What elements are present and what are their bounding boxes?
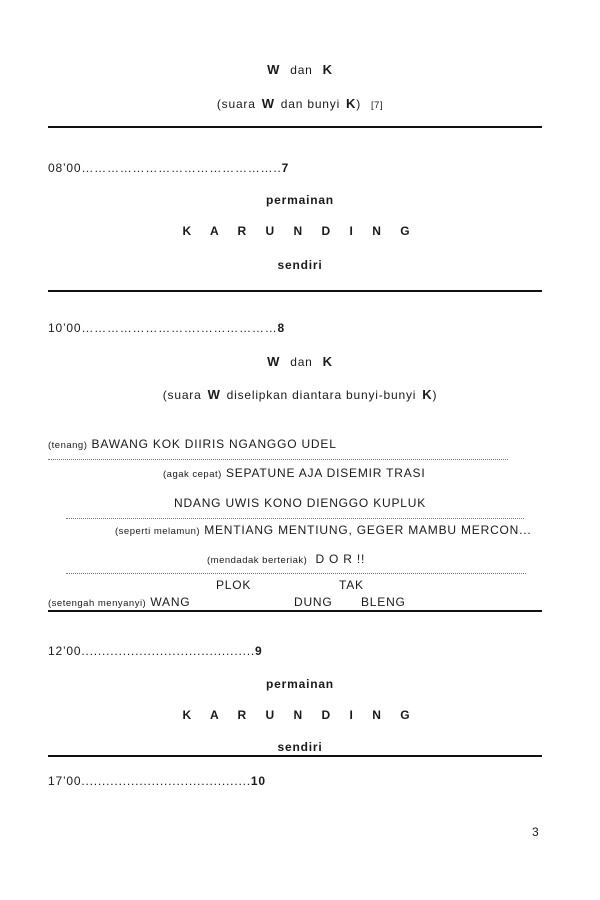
time-entry-3-time: 12’00..........................................: [48, 644, 255, 658]
stage-direction: (agak cepat): [163, 469, 222, 480]
subtitle2-w: W: [207, 387, 221, 402]
time-entry-4-num: 10: [250, 774, 266, 788]
subtitle2-k: K: [422, 387, 433, 402]
stage-direction: (setengah menyanyi): [48, 598, 147, 609]
lyric-line-5: [207, 552, 365, 566]
heading-dan: dan: [290, 63, 313, 77]
time-entry-4: [48, 774, 266, 788]
subtitle2-mid: diselipkan diantara bunyi-bunyi: [226, 388, 417, 402]
lyric-line-6: [48, 595, 190, 609]
time-entry-1: [48, 161, 289, 175]
heading-subtitle: [0, 96, 600, 111]
sound-tak: TAK: [339, 578, 364, 592]
lyric-text: SEPATUNE AJA DISEMIR TRASI: [225, 466, 426, 480]
dotted-line: [66, 518, 524, 519]
time-entry-4-time: 17’00.........................................: [48, 774, 251, 788]
subtitle-close: ): [356, 97, 362, 111]
sound-wang: WANG: [150, 595, 191, 609]
heading2-subtitle: [0, 387, 600, 402]
heading2-k: K: [322, 354, 333, 369]
page-number: 3: [532, 825, 539, 839]
heading-w: W: [267, 62, 281, 77]
time-entry-1-num: 7: [281, 161, 290, 175]
subtitle2-close: ): [432, 388, 438, 402]
dotted-line: [48, 459, 508, 460]
heading2-w: W: [267, 354, 281, 369]
time-entry-2-num: 8: [277, 321, 285, 335]
heading2-dan: dan: [290, 355, 313, 369]
heading2-w-dan-k: [0, 354, 600, 369]
time-entry-3: [48, 644, 262, 658]
block1-sendiri: sendiri: [277, 258, 323, 272]
block2-sendiri: sendiri: [277, 740, 323, 754]
section-divider: [48, 290, 542, 292]
sound-dung: DUNG: [294, 595, 333, 609]
lyric-line-2: [163, 466, 425, 480]
stage-direction: (tenang): [48, 440, 88, 451]
sound-plok: PLOK: [216, 578, 252, 592]
lyric-text: D O R !!: [315, 552, 366, 566]
footnote-ref: [7]: [371, 100, 384, 111]
time-entry-2: [48, 321, 285, 335]
sound-bleng: BLENG: [361, 595, 406, 609]
subtitle-w: W: [261, 96, 275, 111]
dotted-line: [66, 573, 526, 574]
lyric-line-1: [48, 437, 337, 451]
time-entry-3-num: 9: [255, 644, 263, 658]
block2-karunding: K A R U N D I N G: [182, 708, 418, 722]
lyric-text: MENTIANG MENTIUNG, GEGER MAMBU MERCON...: [204, 523, 532, 537]
heading-w-dan-k: [0, 62, 600, 77]
section-divider: [48, 126, 542, 128]
stage-direction: (seperti melamun): [115, 526, 201, 537]
subtitle-k: K: [346, 96, 357, 111]
block1-permainan: permainan: [266, 193, 334, 207]
lyric-text: BAWANG KOK DIIRIS NGANGGO UDEL: [91, 437, 337, 451]
section-divider: [48, 755, 542, 757]
section-divider: [48, 610, 542, 612]
time-entry-2-time: 10’00……………………….………………: [48, 321, 278, 335]
lyric-line-4: [115, 523, 532, 537]
block2-permainan: permainan: [266, 677, 334, 691]
time-entry-1-time: 08’00………………………………………..: [48, 161, 282, 175]
stage-direction: (mendadak berteriak): [207, 555, 308, 566]
lyric-line-3: NDANG UWIS KONO DIENGGO KUPLUK: [173, 496, 427, 510]
subtitle-open: (suara: [216, 97, 256, 111]
heading-k: K: [322, 62, 333, 77]
subtitle2-open: (suara: [162, 388, 202, 402]
block1-karunding: K A R U N D I N G: [182, 224, 418, 238]
subtitle-mid: dan bunyi: [280, 97, 341, 111]
